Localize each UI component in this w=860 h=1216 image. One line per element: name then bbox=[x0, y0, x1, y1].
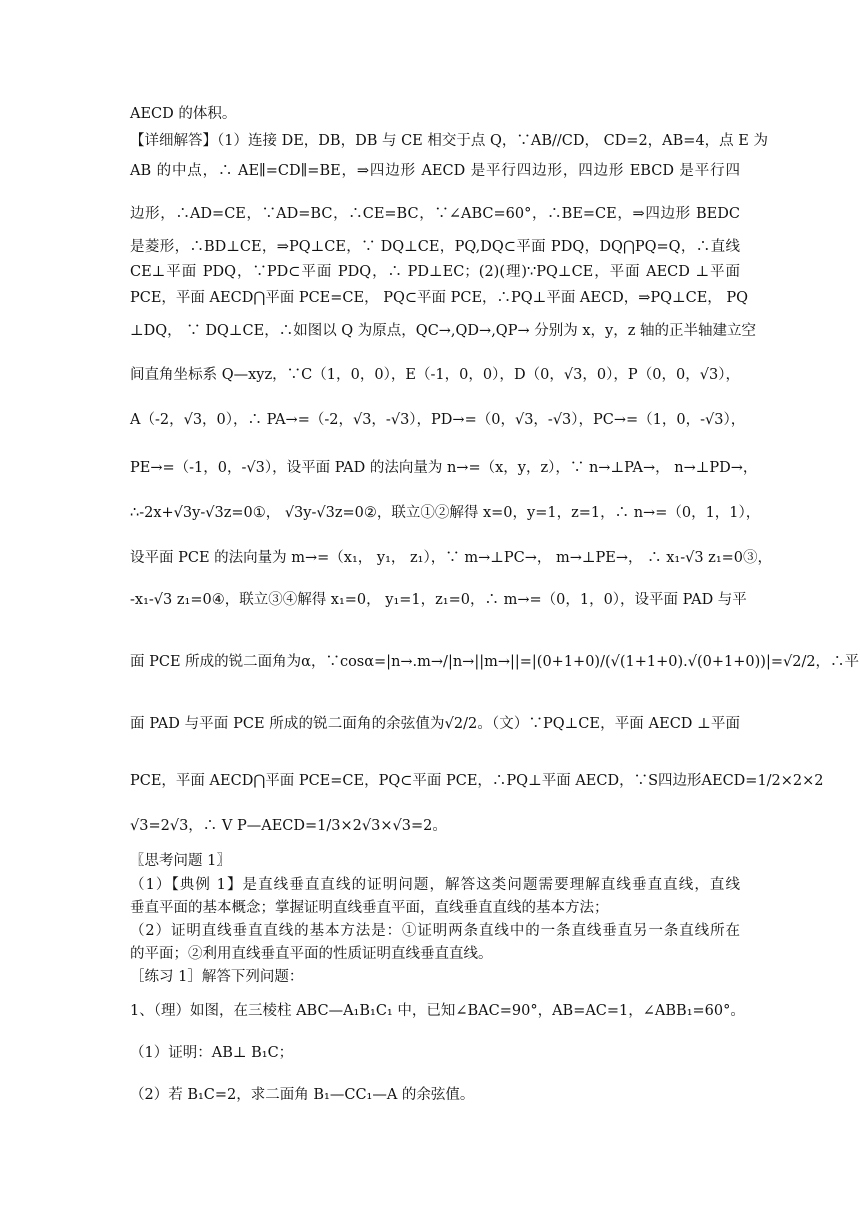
text-line-15: 面 PCE 所成的锐二面角为α，∵cosα=|n→.m→/|n→||m→||=|(0+1+0)/(√(1+1+0).√(0+1+0))|=√2/2，∴平 bbox=[130, 654, 860, 670]
reflection-heading: 〖思考问题 1〗 bbox=[130, 853, 231, 869]
text-line-12: ∴-2x+√3y-√3z=0①， √3y-√3z=0②，联立①②解得 x=0，y=1，z=1，∴ n→=（0，1，1）， bbox=[130, 505, 761, 521]
text-line-22: （2）证明直线垂直直线的基本方法是：①证明两条直线中的一条直线垂直另一条直线所在 bbox=[130, 923, 740, 939]
text-line-9: 间直角坐标系 Q—xyz，∵C（1，0，0），E（-1，0，0），D（0，√3，0），P（0，0，√3）， bbox=[130, 367, 740, 383]
text-line-11: PE→=（-1，0，-√3），设平面 PAD 的法向量为 n→=（x，y，z），∵ n→⊥PA→， n→⊥PD→， bbox=[130, 460, 758, 476]
text-line-6: CE⊥平面 PDQ，∵PD⊂平面 PDQ，∴ PD⊥EC；(2)(理)∵PQ⊥CE，平面 AECD ⊥平面 bbox=[130, 264, 740, 280]
exercise-question-1: 1、（理）如图，在三棱柱 ABC—A₁B₁C₁ 中，已知∠BAC=90°，AB=AC=1，∠ABB₁=60°。 bbox=[130, 1003, 745, 1019]
text-line-23: 的平面；②利用直线垂直平面的性质证明直线垂直直线。 bbox=[130, 946, 493, 962]
text-line-8: ⊥DQ， ∵ DQ⊥CE，∴如图以 Q 为原点，QC→,QD→,QP→ 分别为 x，y，z 轴的正半轴建立空 bbox=[130, 323, 756, 339]
text-line-5: 是菱形，∴BD⊥CE，⇒PQ⊥CE，∵ DQ⊥CE，PQ,DQ⊂平面 PDQ，DQ⋂PQ=Q，∴直线 bbox=[130, 239, 740, 255]
text-line-3: AB 的中点，∴ AE∥=CD∥=BE，⇒四边形 AECD 是平行四边形，四边形 EBCD 是平行四 bbox=[130, 163, 740, 179]
text-line-7: PCE，平面 AECD⋂平面 PCE=CE， PQ⊂平面 PCE，∴PQ⊥平面 AECD，⇒PQ⊥CE， PQ bbox=[130, 290, 749, 306]
exercise-heading: ［练习 1］解答下列问题： bbox=[130, 969, 304, 985]
text-line-16: 面 PAD 与平面 PCE 所成的锐二面角的余弦值为√2/2。（文）∵PQ⊥CE，平面 AECD ⊥平面 bbox=[130, 716, 740, 732]
text-line-4: 边形，∴AD=CE，∵AD=BC，∴CE=BC，∵∠ABC=60°，∴BE=CE，⇒四边形 BEDC bbox=[130, 206, 740, 222]
detailed-answer-heading-line: 【详细解答】（1）连接 DE，DB，DB 与 CE 相交于点 Q，∵AB//CD， CD=2，AB=4，点 E 为 bbox=[130, 133, 768, 149]
text-line-10: A（-2，√3，0），∴ PA→=（-2，√3，-√3），PD→=（0，√3，-√3），PC→=（1，0，-√3）， bbox=[130, 412, 746, 428]
text-line-20: （1）【典例 1】是直线垂直直线的证明问题，解答这类问题需要理解直线垂直直线，直线 bbox=[130, 877, 740, 893]
text-line-14: -x₁-√3 z₁=0④，联立③④解得 x₁=0， y₁=1，z₁=0，∴ m→=（0，1，0），设平面 PAD 与平 bbox=[130, 592, 747, 608]
text-line-18: √3=2√3，∴ V P—AECD=1/3×2√3×√3=2。 bbox=[130, 818, 447, 834]
text-line-13: 设平面 PCE 的法向量为 m→=（x₁， y₁， z₁），∵ m→⊥PC→， m→⊥PE→， ∴ x₁-√3 z₁=0③， bbox=[130, 550, 773, 566]
text-line-17: PCE，平面 AECD⋂平面 PCE=CE，PQ⊂平面 PCE，∴PQ⊥平面 AECD，∵S四边形AECD=1/2×2×2 bbox=[130, 773, 824, 789]
exercise-part-1: （1）证明：AB⊥ B₁C； bbox=[130, 1045, 294, 1061]
text-line-21: 垂直平面的基本概念；掌握证明直线垂直平面，直线垂直直线的基本方法； bbox=[130, 900, 609, 916]
exercise-part-2: （2）若 B₁C=2，求二面角 B₁—CC₁—A 的余弦值。 bbox=[130, 1087, 475, 1103]
text-line-1: AECD 的体积。 bbox=[130, 106, 237, 122]
